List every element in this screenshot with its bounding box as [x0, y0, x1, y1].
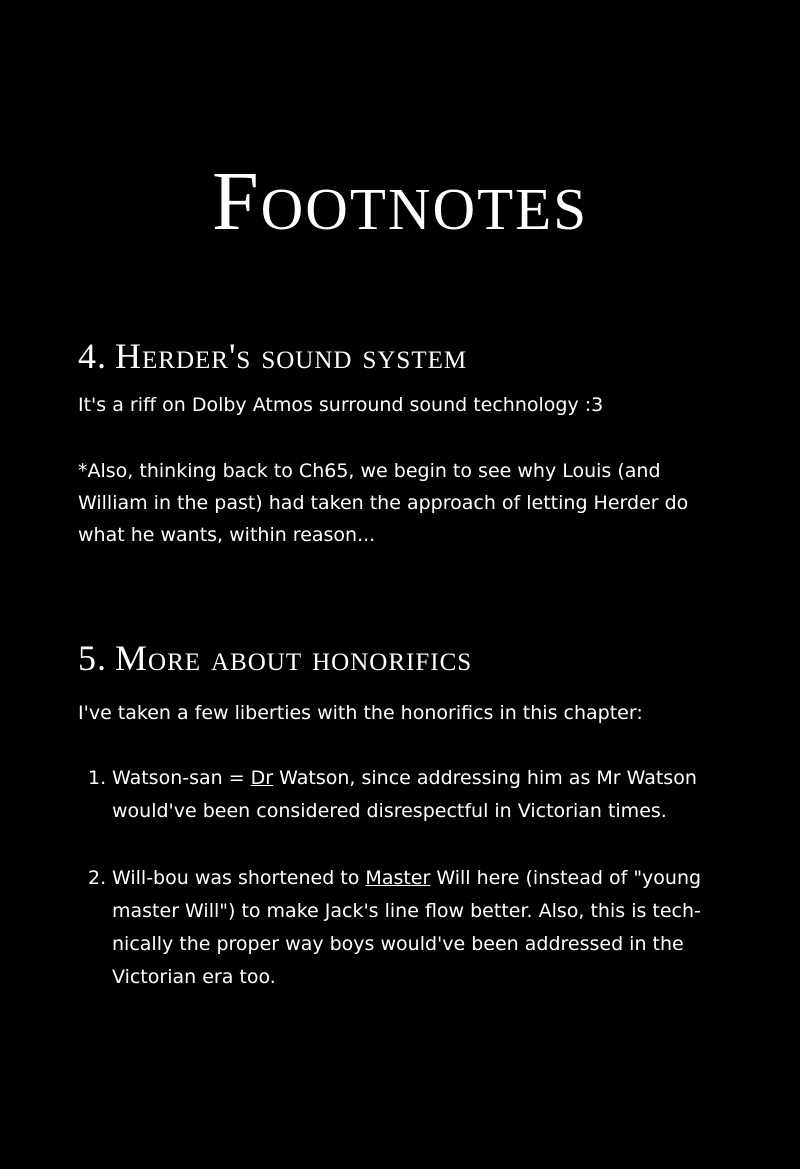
list-item-text-after: Will here (instead of "young master Will") to make Jack's line flow better. Also, this is tech-nically the proper way boys would've been addressed in the Victorian era too. — [112, 867, 702, 988]
section-5-heading — [78, 640, 472, 676]
section-4-title: Herder's sound system — [115, 336, 468, 376]
list-item-text-after: Watson, since addressing him as Mr Watson would've been considered disrespectful in Victorian times. — [112, 767, 697, 822]
section-4-paragraph-1: It's a riff on Dolby Atmos surround sound technology :3 — [78, 394, 604, 416]
list-item-underlined-term: Master — [365, 867, 431, 889]
list-item — [78, 862, 738, 994]
list-item-text-before: Watson-san = — [112, 767, 251, 789]
list-item-marker: 1. — [88, 767, 107, 789]
section-5-title: More about honorifics — [115, 638, 473, 678]
section-4-paragraph-2: *Also, thinking back to Ch65, we begin to see why Louis (and William in the past) had taken the approach of letting Herder do what he wants, within reason... — [78, 460, 689, 546]
section-5-intro: I've taken a few liberties with the honorifics in this chapter: — [78, 702, 643, 724]
list-item-marker: 2. — [88, 867, 107, 889]
page-title: Footnotes — [211, 155, 589, 248]
section-4-heading — [78, 338, 467, 374]
section-4-number: 4. — [78, 336, 107, 376]
honorifics-list — [78, 762, 738, 994]
list-item — [78, 762, 738, 828]
list-item-text-before: Will-bou was shortened to — [112, 867, 366, 889]
section-5-number: 5. — [78, 638, 107, 678]
list-item-underlined-term: Dr — [250, 767, 274, 789]
